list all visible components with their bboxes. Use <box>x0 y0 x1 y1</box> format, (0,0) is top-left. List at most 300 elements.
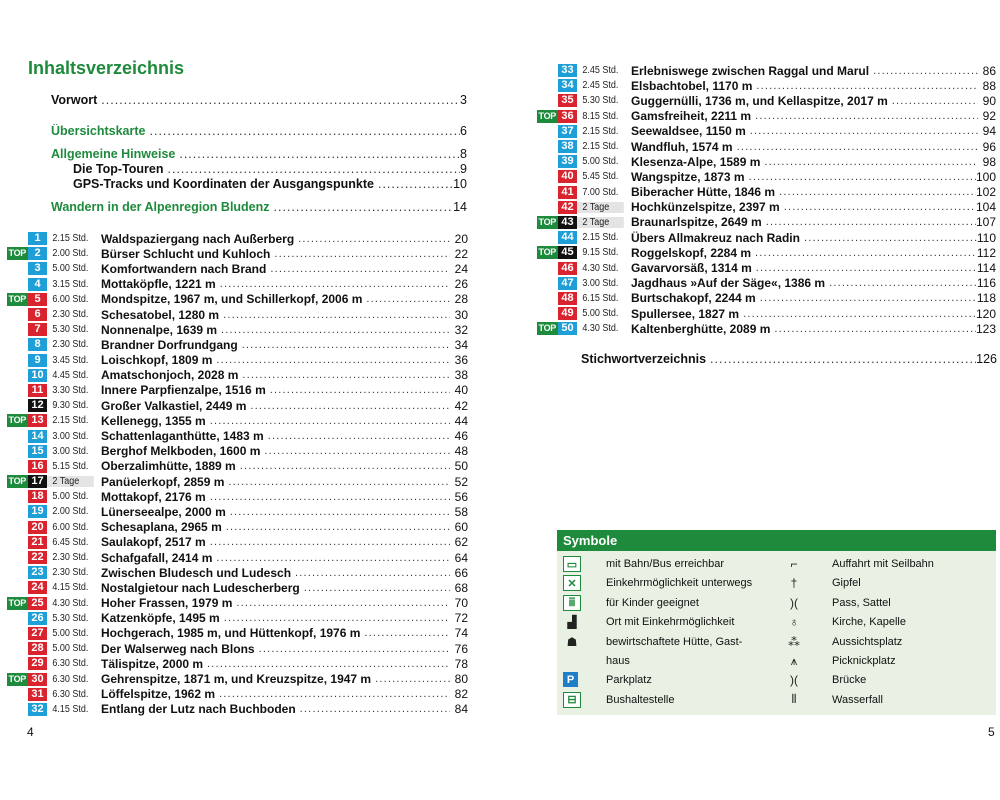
tour-title: Übers Allmakreuz nach Radin <box>631 230 800 245</box>
leader-dots <box>300 582 450 594</box>
tour-row[interactable] <box>536 185 996 200</box>
tour-page: 70 <box>454 596 468 611</box>
tour-page: 56 <box>454 489 468 504</box>
tour-page: 46 <box>454 429 468 444</box>
leader-dots <box>219 309 450 321</box>
tour-row[interactable] <box>6 444 468 459</box>
tour-title: Schesaplana, 2965 m <box>101 520 222 535</box>
top-tour-badge: TOP <box>8 476 26 487</box>
front-matter-label: GPS-Tracks und Koordinaten der Ausgangspunkte <box>73 177 374 191</box>
symbol-label: Ort mit Einkehrmöglichkeit <box>606 616 735 629</box>
leader-dots <box>756 292 977 304</box>
tour-title: Bürser Schlucht und Kuhloch <box>101 246 271 261</box>
summit-icon: † <box>790 576 798 591</box>
leader-dots <box>800 232 977 244</box>
tour-row[interactable] <box>6 337 468 352</box>
tour-title: Brandner Dorfrundgang <box>101 337 238 352</box>
tour-row[interactable] <box>6 489 468 504</box>
top-tour-badge: TOP <box>8 673 26 684</box>
tour-duration: 2.15 Std. <box>582 125 619 137</box>
tour-row[interactable] <box>536 200 996 215</box>
tour-page: 72 <box>454 611 468 626</box>
tour-number: 3 <box>28 262 47 275</box>
leader-dots <box>775 186 976 198</box>
tour-title: Nostalgietour nach Ludescherberg <box>101 580 300 595</box>
tour-row[interactable] <box>6 626 468 641</box>
tour-number: 18 <box>28 490 47 503</box>
tour-duration: 2.45 Std. <box>582 80 619 92</box>
tour-title: Großer Valkastiel, 2449 m <box>101 398 247 413</box>
tour-page: 94 <box>982 124 996 139</box>
symbols-heading: Symbole <box>557 530 996 551</box>
leader-dots <box>746 125 978 137</box>
tour-title: Löffelspitze, 1962 m <box>101 687 216 702</box>
top-tour-badge: TOP <box>538 216 556 227</box>
toc-heading: Inhaltsverzeichnis <box>28 58 185 78</box>
tour-row[interactable] <box>6 596 468 611</box>
tour-row[interactable] <box>6 580 468 595</box>
tour-row[interactable] <box>6 520 468 535</box>
tour-number: 23 <box>28 566 47 579</box>
front-matter-page: 6 <box>460 124 467 138</box>
tour-row[interactable] <box>6 641 468 656</box>
tour-duration: 9.15 Std. <box>582 247 619 259</box>
tour-row[interactable] <box>536 109 996 124</box>
top-tour-badge: TOP <box>8 597 26 608</box>
tour-row[interactable] <box>6 413 468 428</box>
tour-title: Seewaldsee, 1150 m <box>631 124 746 139</box>
tour-row[interactable] <box>6 550 468 565</box>
tour-number: 50 <box>558 322 577 335</box>
symbol-label: Wasserfall <box>832 693 883 706</box>
tour-page: 60 <box>454 520 468 535</box>
tour-title: Jagdhaus »Auf der Säge«, 1386 m <box>631 276 826 291</box>
tour-row[interactable] <box>6 656 468 671</box>
tour-page: 84 <box>454 702 468 717</box>
front-matter-entry[interactable] <box>73 177 467 191</box>
leader-dots <box>238 369 450 381</box>
leader-dots <box>291 567 450 579</box>
tour-title: Mondspitze, 1967 m, und Schillerkopf, 2006 m <box>101 292 363 307</box>
symbol-row <box>557 634 996 653</box>
tour-page: 68 <box>454 580 468 595</box>
tour-title: Wandfluh, 1574 m <box>631 139 733 154</box>
tour-title: Gavarvorsäß, 1314 m <box>631 261 752 276</box>
tour-duration: 6.30 Std. <box>52 658 89 670</box>
leader-dots <box>175 147 460 161</box>
tour-title: Hochkünzelspitze, 2397 m <box>631 200 780 215</box>
tour-page: 90 <box>982 93 996 108</box>
tour-duration: 5.00 Std. <box>52 263 89 275</box>
tour-title: Innere Parpfienzalpe, 1516 m <box>101 383 266 398</box>
tour-title: Burtschakopf, 2244 m <box>631 291 756 306</box>
tour-title: Waldspaziergang nach Außerberg <box>101 231 295 246</box>
leader-dots <box>371 673 450 685</box>
tour-title: Oberzalimhütte, 1889 m <box>101 459 236 474</box>
tour-list-right <box>536 63 996 336</box>
tour-page: 36 <box>454 353 468 368</box>
front-matter-label: Vorwort <box>51 93 98 107</box>
tour-number: 5 <box>28 293 47 306</box>
tour-row[interactable] <box>6 474 468 489</box>
front-matter-entry[interactable] <box>51 124 467 138</box>
tour-page: 34 <box>454 337 468 352</box>
tour-number: 46 <box>558 262 577 275</box>
tour-duration: 5.30 Std. <box>52 324 89 336</box>
tour-row[interactable] <box>536 169 996 184</box>
tour-title: Braunarlspitze, 2649 m <box>631 215 762 230</box>
tour-page: 66 <box>454 565 468 580</box>
tour-row[interactable] <box>6 231 468 246</box>
leader-dots <box>762 216 976 228</box>
tour-title: Erlebniswege zwischen Raggal und Marul <box>631 63 870 78</box>
leader-dots <box>266 263 450 275</box>
tour-page: 24 <box>454 261 468 276</box>
tour-page: 62 <box>454 535 468 550</box>
cable-car-icon: ⌐ <box>790 557 798 571</box>
tour-row[interactable] <box>6 702 468 717</box>
tour-row[interactable] <box>6 292 468 307</box>
tour-duration: 8.15 Std. <box>582 110 619 122</box>
pass-icon: )( <box>790 595 798 610</box>
tour-page: 28 <box>454 292 468 307</box>
tour-duration: 5.30 Std. <box>582 95 619 107</box>
tour-number: 31 <box>28 688 47 701</box>
tour-page: 76 <box>454 641 468 656</box>
tour-row[interactable] <box>6 611 468 626</box>
front-matter-page: 3 <box>460 93 467 107</box>
top-slot <box>6 673 28 686</box>
tour-number: 41 <box>558 186 577 199</box>
leader-dots <box>270 248 450 260</box>
tour-number: 43 <box>558 216 577 229</box>
tour-duration: 5.00 Std. <box>52 627 89 639</box>
tour-row[interactable] <box>536 245 996 260</box>
tour-duration: 3.15 Std. <box>52 278 89 290</box>
tour-number: 25 <box>28 597 47 610</box>
tour-number: 32 <box>28 703 47 716</box>
tour-row[interactable] <box>536 154 996 169</box>
tour-page: 40 <box>454 383 468 398</box>
leader-dots <box>216 278 450 290</box>
tour-page: 38 <box>454 368 468 383</box>
symbol-label: bewirtschaftete Hütte, Gast- <box>606 635 743 648</box>
tour-duration: 6.00 Std. <box>52 293 89 305</box>
top-slot <box>536 246 558 259</box>
top-tour-badge: TOP <box>538 247 556 258</box>
tour-page: 58 <box>454 504 468 519</box>
tour-duration: 2.15 Std. <box>52 415 89 427</box>
children-icon: ⅲ <box>563 595 581 611</box>
tour-page: 100 <box>975 169 996 184</box>
tour-row[interactable] <box>6 565 468 580</box>
tour-duration: 6.45 Std. <box>52 536 89 548</box>
leader-dots <box>294 233 450 245</box>
tour-number: 22 <box>28 551 47 564</box>
tour-duration: 3.00 Std. <box>52 445 89 457</box>
leader-dots <box>374 177 453 191</box>
tour-page: 44 <box>454 413 468 428</box>
tour-number: 21 <box>28 536 47 549</box>
tour-number: 39 <box>558 155 577 168</box>
tour-number: 20 <box>28 521 47 534</box>
index-entry[interactable] <box>581 352 997 366</box>
symbol-row <box>557 672 996 691</box>
front-matter-entry[interactable] <box>51 93 467 107</box>
front-matter-entry[interactable] <box>73 162 467 176</box>
tour-row[interactable] <box>536 291 996 306</box>
tour-title: Mottaköpfle, 1221 m <box>101 277 216 292</box>
symbol-label: Auffahrt mit Seilbahn <box>832 558 934 570</box>
tour-number: 33 <box>558 64 577 77</box>
tour-duration: 6.30 Std. <box>52 673 89 685</box>
tour-duration: 5.00 Std. <box>52 643 89 655</box>
leader-dots <box>206 491 450 503</box>
leader-dots <box>362 293 450 305</box>
tour-duration: 9.30 Std. <box>52 400 89 412</box>
leader-dots <box>226 506 450 518</box>
tour-title: Biberacher Hütte, 1846 m <box>631 185 776 200</box>
tour-number: 34 <box>558 79 577 92</box>
tour-duration: 5.00 Std. <box>52 491 89 503</box>
tour-title: Gehrenspitze, 1871 m, und Kreuzspitze, 1947 m <box>101 672 372 687</box>
tour-title: Mottakopf, 2176 m <box>101 489 206 504</box>
church-icon: ♁ <box>789 615 799 630</box>
tour-page: 112 <box>976 245 996 260</box>
leader-dots <box>752 262 977 274</box>
tour-page: 116 <box>976 276 996 291</box>
tour-number: 1 <box>28 232 47 245</box>
tour-duration: 6.30 Std. <box>52 688 89 700</box>
leader-dots <box>224 476 450 488</box>
tour-number: 12 <box>28 399 47 412</box>
tour-title: Wangspitze, 1873 m <box>631 169 745 184</box>
tour-number: 45 <box>558 246 577 259</box>
leader-dots <box>825 277 977 289</box>
bus-train-icon: ▭ <box>563 556 581 572</box>
tour-title: Spullersee, 1827 m <box>631 306 740 321</box>
tour-row[interactable] <box>6 687 468 702</box>
leader-dots <box>146 124 461 138</box>
tour-duration: 2.45 Std. <box>582 65 619 77</box>
leader-dots <box>780 201 976 213</box>
tour-number: 13 <box>28 414 47 427</box>
tour-row[interactable] <box>6 277 468 292</box>
leader-dots <box>751 247 977 259</box>
bus-stop-icon: ⊟ <box>563 692 581 708</box>
tour-page: 102 <box>975 185 996 200</box>
symbol-label: Brücke <box>832 674 867 687</box>
tour-duration: 4.15 Std. <box>52 703 89 715</box>
tour-duration: 3.00 Std. <box>52 430 89 442</box>
tour-row[interactable] <box>6 246 468 261</box>
tour-title: Tälispitze, 2000 m <box>101 656 204 671</box>
tour-number: 17 <box>28 475 47 488</box>
tour-title: Panüelerkopf, 2859 m <box>101 474 225 489</box>
leader-dots <box>246 400 450 412</box>
leader-dots <box>360 627 450 639</box>
tour-duration: 4.15 Std. <box>52 582 89 594</box>
tour-number: 24 <box>28 581 47 594</box>
symbol-label: Gipfel <box>832 577 861 590</box>
page-number-left: 4 <box>27 725 34 739</box>
symbol-label: Picknickplatz <box>832 655 896 667</box>
front-matter-entry[interactable] <box>51 147 467 161</box>
tour-page: 120 <box>975 306 996 321</box>
tour-row[interactable] <box>536 230 996 245</box>
tour-row[interactable] <box>536 276 996 291</box>
tour-duration: 4.30 Std. <box>582 262 619 274</box>
top-slot <box>6 597 28 610</box>
tour-number: 14 <box>28 430 47 443</box>
symbol-label: Kirche, Kapelle <box>832 616 906 629</box>
tour-duration: 4.30 Std. <box>52 597 89 609</box>
tour-title: Gamsfreiheit, 2211 m <box>631 109 752 124</box>
leader-dots <box>296 703 450 715</box>
leader-dots <box>266 384 450 396</box>
top-slot <box>6 475 28 488</box>
tour-duration: 3.30 Std. <box>52 384 89 396</box>
tour-title: Schesatobel, 1280 m <box>101 307 220 322</box>
symbol-label: haus <box>606 655 630 667</box>
tour-row[interactable] <box>536 215 996 230</box>
leader-dots <box>238 339 450 351</box>
tour-page: 74 <box>454 626 468 641</box>
tour-duration: 2.15 Std. <box>582 141 619 153</box>
front-matter-label: Übersichtskarte <box>51 124 146 138</box>
tour-row[interactable] <box>6 261 468 276</box>
tour-number: 6 <box>28 308 47 321</box>
top-tour-badge: TOP <box>8 293 26 304</box>
symbol-row <box>557 556 996 575</box>
tour-number: 40 <box>558 170 577 183</box>
tour-number: 11 <box>28 384 47 397</box>
front-matter-label: Die Top-Touren <box>73 162 164 176</box>
tour-duration: 2.15 Std. <box>582 232 619 244</box>
tour-title: Lünerseealpe, 2000 m <box>101 504 226 519</box>
tour-row[interactable] <box>536 124 996 139</box>
tour-page: 110 <box>976 230 996 245</box>
tour-page: 64 <box>454 550 468 565</box>
tour-page: 114 <box>976 261 996 276</box>
tour-row[interactable] <box>6 383 468 398</box>
tour-number: 42 <box>558 201 577 214</box>
waterfall-icon: ⦀ <box>791 692 797 707</box>
tour-row[interactable] <box>536 139 996 154</box>
tour-number: 4 <box>28 278 47 291</box>
tour-row[interactable] <box>6 535 468 550</box>
tour-row[interactable] <box>6 353 468 368</box>
tour-row[interactable] <box>6 671 468 686</box>
tour-title: Elsbachtobel, 1170 m <box>631 78 753 93</box>
tour-duration: 2.30 Std. <box>52 552 89 564</box>
tour-page: 50 <box>454 459 468 474</box>
front-matter-page: 8 <box>460 147 467 161</box>
front-matter-label: Allgemeine Hinweise <box>51 147 176 161</box>
hut-icon: ☗ <box>566 634 578 649</box>
leader-dots <box>270 200 454 214</box>
tour-title: Amatschonjoch, 2028 m <box>101 368 239 383</box>
tour-number: 27 <box>28 627 47 640</box>
tour-duration: 7.00 Std. <box>582 186 619 198</box>
tour-duration: 2.30 Std. <box>52 339 89 351</box>
top-slot <box>6 293 28 306</box>
symbol-label: Einkehrmöglichkeit unterwegs <box>606 577 753 590</box>
top-tour-badge: TOP <box>8 248 26 259</box>
tour-row[interactable] <box>536 63 996 78</box>
front-matter-page: 9 <box>460 162 467 176</box>
index-entry-page: 126 <box>976 352 997 366</box>
leader-dots <box>888 95 978 107</box>
tour-number: 7 <box>28 323 47 336</box>
tour-duration: 5.30 Std. <box>52 612 89 624</box>
symbol-row <box>557 692 996 711</box>
top-slot <box>6 247 28 260</box>
leader-dots <box>215 688 450 700</box>
tour-row[interactable] <box>536 93 996 108</box>
tour-row[interactable] <box>536 306 996 321</box>
tour-row[interactable] <box>536 321 996 336</box>
symbol-label: mit Bahn/Bus erreichbar <box>606 558 724 570</box>
tour-duration: 5.15 Std. <box>52 460 89 472</box>
leader-dots <box>760 156 978 168</box>
tour-title: Schattenlaganthütte, 1483 m <box>101 429 264 444</box>
leader-dots <box>733 141 978 153</box>
viewpoint-icon: ⁂ <box>788 634 800 649</box>
tour-number: 37 <box>558 125 577 138</box>
leader-dots <box>260 445 450 457</box>
tour-duration: 2.30 Std. <box>52 309 89 321</box>
tour-title: Schafgafall, 2414 m <box>101 550 213 565</box>
tour-row[interactable] <box>536 260 996 275</box>
picnic-icon: ⩚ <box>790 653 798 668</box>
tour-page: 78 <box>454 656 468 671</box>
leader-dots <box>164 162 461 176</box>
tour-row[interactable] <box>6 504 468 519</box>
tour-row[interactable] <box>6 398 468 413</box>
tour-title: Entlang der Lutz nach Buchboden <box>101 702 296 717</box>
tour-page: 32 <box>454 322 468 337</box>
leader-dots <box>770 323 976 335</box>
symbol-row <box>557 653 996 672</box>
tour-row[interactable] <box>6 307 468 322</box>
symbol-row <box>557 575 996 594</box>
top-tour-badge: TOP <box>8 415 26 426</box>
leader-dots <box>869 65 978 77</box>
symbol-label: Bushaltestelle <box>606 693 675 706</box>
leader-dots <box>220 612 450 624</box>
symbol-label: Pass, Sattel <box>832 596 891 609</box>
tour-row[interactable] <box>6 322 468 337</box>
tour-number: 2 <box>28 247 47 260</box>
tour-row[interactable] <box>536 78 996 93</box>
symbols-legend <box>557 530 996 715</box>
tour-title: Zwischen Bludesch und Ludesch <box>101 565 292 580</box>
tour-duration: 2 Tage <box>47 476 94 487</box>
tour-row[interactable] <box>6 368 468 383</box>
leader-dots <box>203 658 450 670</box>
leader-dots <box>217 324 450 336</box>
tour-number: 29 <box>28 657 47 670</box>
tour-row[interactable] <box>6 459 468 474</box>
front-matter-entry[interactable] <box>51 200 467 214</box>
tour-title: Komfortwandern nach Brand <box>101 261 267 276</box>
tour-number: 16 <box>28 460 47 473</box>
tour-title: Hoher Frassen, 1979 m <box>101 596 233 611</box>
tour-title: Nonnenalpe, 1639 m <box>101 322 218 337</box>
tour-row[interactable] <box>6 428 468 443</box>
leader-dots <box>206 536 450 548</box>
